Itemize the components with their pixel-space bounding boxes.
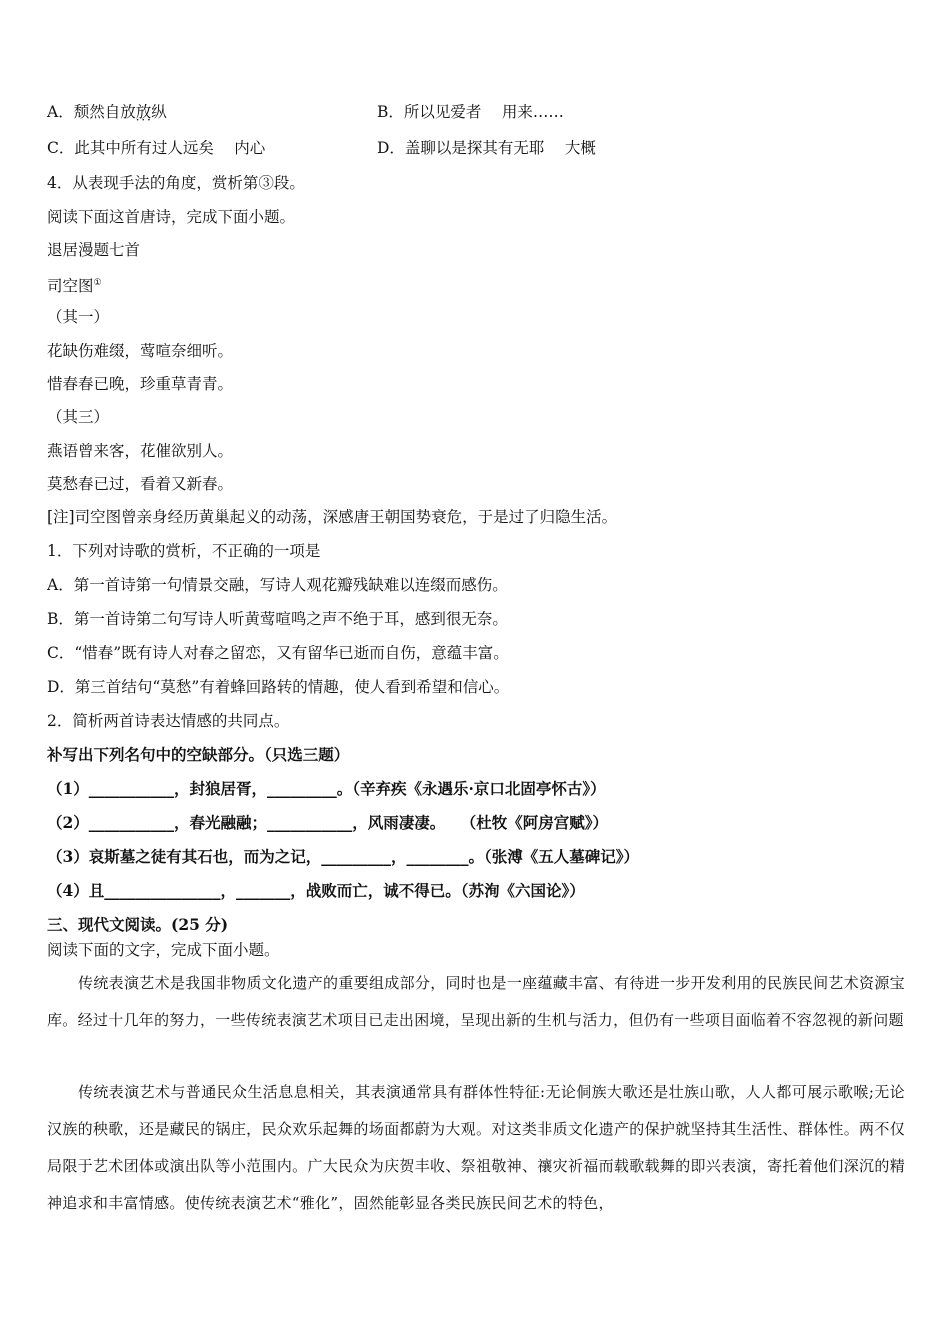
poem-author: [47, 273, 102, 296]
option-d: D．盖聊以是探其有无耶 大概: [377, 139, 596, 157]
poem-part1-label: （其一）: [47, 308, 110, 326]
section-3-intro: 阅读下面的文字，完成下面小题。: [47, 941, 280, 959]
option-a-tail: 放纵: [135, 103, 167, 121]
fill-item-2: （2）___________，春光融融；___________，风雨凄凄。 （杜牧《阿房宫赋》）: [47, 813, 609, 832]
section-3-heading: 三、现代文阅读。(25 分): [47, 915, 229, 934]
paragraph-2: 传统表演艺术与普通民众生活息息相关，其表演通常具有群体性特征:无论侗族大歌还是壮族山歌，人人都可展示歌喉;无论汉族的秧歌，还是藏民的锅庄，民众欢乐起舞的场面都蔚为大观。对这类非质文化遗产的保护就坚持其生活性、群体性。两不仅局限于艺术团体或演出队等小范围内。广大民众为庆贺丰收、祭祖敬神、禳灾祈福而载歌载舞的即兴表演，寄托着他们深沉的精神追求和丰富情感。使传统表演艺术“雅化”，固然能彰显各类民族民间艺术的特色，: [47, 1083, 905, 1212]
poem-author-name: 司空图: [47, 277, 94, 296]
poem-option-d: D．第三首结句“莫愁”有着蜂回路转的情趣，使人看到希望和信心。: [47, 678, 510, 696]
poem-option-b: B．第一首诗第二句写诗人听黄莺喧鸣之声不绝于耳，感到很无奈。: [47, 610, 508, 628]
poem-part3-line2: 莫愁春已过，看着又新春。: [47, 475, 234, 493]
fill-heading: 补写出下列名句中的空缺部分。（只选三题）: [47, 745, 350, 764]
option-c: C．此其中所有过人远矣 内心: [47, 139, 266, 157]
question-4: 4．从表现手法的角度，赏析第③段。: [47, 174, 305, 192]
poem-title: 退居漫题七首: [47, 241, 141, 259]
fill-item-4: （4）且_______________，_______，战败而亡，诚不得已。（苏洵《六国论》）: [47, 881, 585, 900]
option-a-text: A．颓然自放: [47, 103, 136, 121]
poem-question-2: 2．简析两首诗表达情感的共同点。: [47, 712, 290, 730]
fill-item-1: （1）___________，封狼居胥，_________。（辛弃疾《永遇乐·京口北固亭怀古》）: [47, 779, 606, 798]
paragraph-1: 传统表演艺术是我国非物质文化遗产的重要组成部分，同时也是一座蕴藏丰富、有待进一步开发利用的民族民间艺术资源宝库。经过十几年的努力，一些传统表演艺术项目已走出困境，呈现出新的生机与活力，但仍有一些项目面临着不容忽视的新问题: [47, 974, 905, 1029]
poem-part3-line1: 燕语曾来客，花催欲别人。: [47, 442, 234, 460]
poem-option-a: A．第一首诗第一句情景交融，写诗人观花瓣残缺难以连缀而感伤。: [47, 576, 508, 594]
poem-part3-label: （其三）: [47, 408, 110, 426]
poem-note: [注]司空图曾亲身经历黄巢起义的动荡，深感唐王朝国势衰危，于是过了归隐生活。: [47, 508, 618, 526]
poem-part1-line2: 惜春春已晚，珍重草青青。: [47, 375, 234, 393]
fill-item-3: （3）哀斯墓之徒有其石也，而为之记，_________，________。（张溥《五人墓碑记》）: [47, 847, 640, 866]
poem-intro: 阅读下面这首唐诗，完成下面小题。: [47, 208, 296, 226]
footnote-marker: ①: [93, 278, 102, 288]
poem-option-c: C．“惜春”既有诗人对春之留恋，又有留华已逝而自伤，意蕴丰富。: [47, 644, 509, 662]
option-b: B．所以见爱者 用来……: [377, 103, 564, 121]
option-a: [47, 102, 167, 122]
poem-question-1: 1．下列对诗歌的赏析，不正确的一项是: [47, 542, 321, 560]
poem-part1-line1: 花缺伤难缀，莺喧奈细听。: [47, 342, 234, 360]
